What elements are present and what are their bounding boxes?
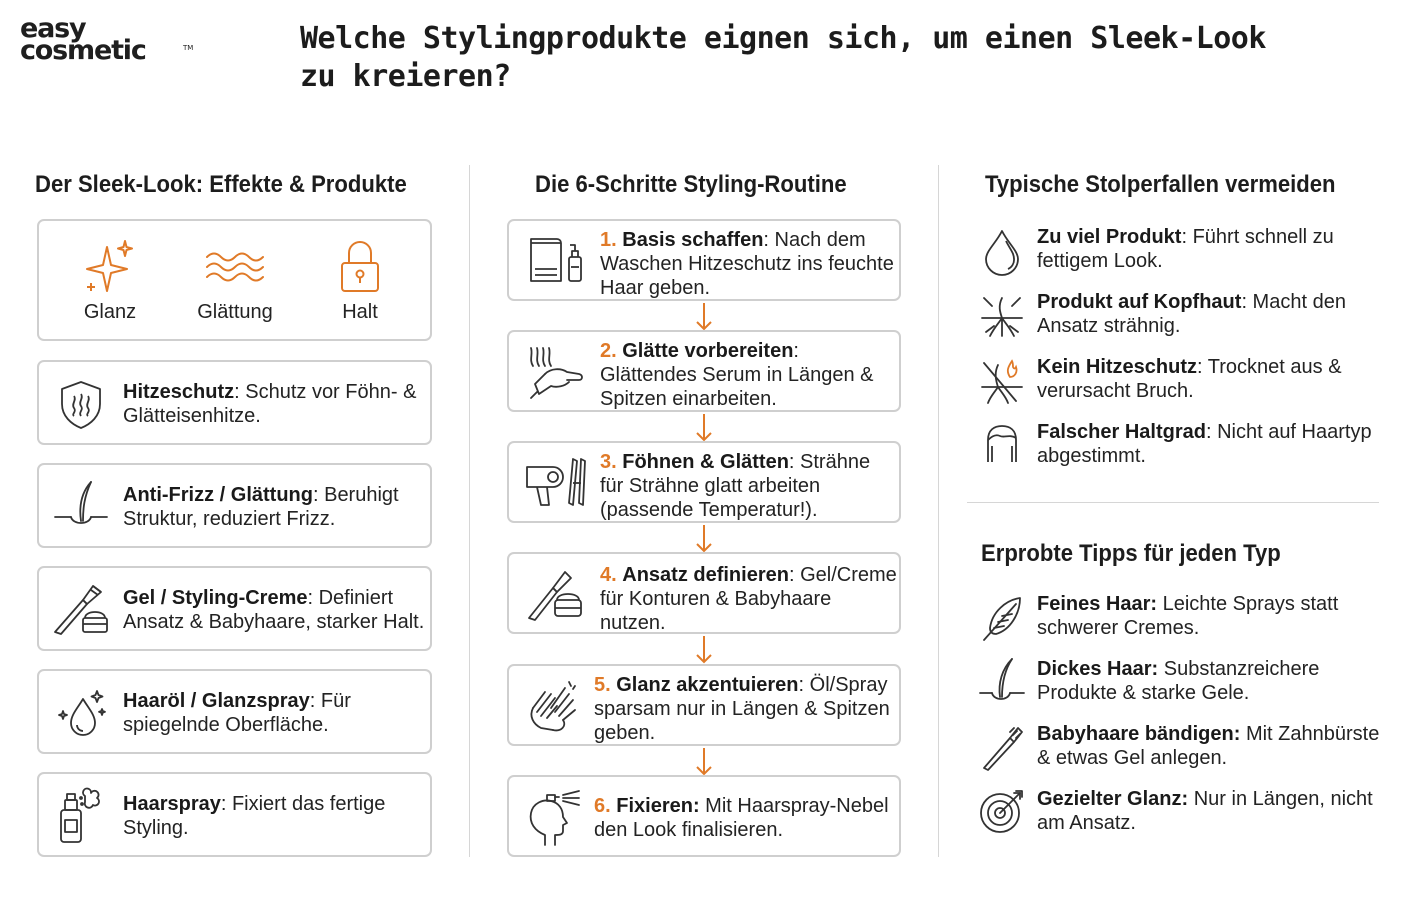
col3-heading-tips: Erprobte Tipps für jeden Typ — [981, 540, 1281, 567]
pitfall-title: Kein Hitzeschutz — [1037, 356, 1198, 378]
pitfall-text — [1037, 290, 1387, 338]
arrow-down-icon — [695, 635, 713, 665]
effect-glanz — [50, 221, 170, 324]
col2-heading: Die 6-Schritte Styling-Routine — [535, 171, 847, 198]
product-text — [123, 483, 423, 531]
column-divider-2 — [938, 165, 939, 857]
tip-text — [1037, 787, 1387, 835]
step-desc: Mit Haarspray-Nebel den Look finalisieren. — [594, 795, 889, 841]
step-text — [600, 563, 898, 635]
tip-text — [1037, 722, 1387, 770]
product-card — [37, 669, 432, 754]
step-title: Föhnen & Glätten — [622, 451, 789, 473]
arrow-down-icon — [695, 747, 713, 777]
lock-icon — [338, 239, 382, 295]
product-card — [37, 463, 432, 548]
spray-can-icon — [57, 788, 107, 844]
step-text — [600, 450, 898, 522]
product-text — [123, 689, 423, 737]
col1-heading: Der Sleek-Look: Effekte & Produkte — [35, 171, 407, 198]
pitfall-desc: : Nicht auf Haartyp abgestimmt. — [1037, 421, 1372, 467]
step-number: 2. — [600, 340, 617, 362]
hand-serum-icon — [527, 344, 587, 400]
tip-desc: Mit Zahnbürste & etwas Gel anlegen. — [1037, 723, 1380, 769]
feather-icon — [980, 594, 1024, 642]
scalp-icon — [980, 292, 1024, 340]
brand-line-2: cosmetic — [20, 35, 146, 66]
step-desc: : Strähne für Strähne glatt arbeiten (passende Temperatur!). — [600, 451, 871, 521]
tip-title: Feines Haar: — [1037, 593, 1158, 615]
step-desc: : Gel/Creme für Konturen & Babyhaare nutzen. — [600, 564, 897, 634]
step-text — [594, 673, 896, 745]
col3-heading-pitfalls: Typische Stolperfallen vermeiden — [985, 171, 1336, 198]
arrow-down-icon — [695, 413, 713, 443]
effects-card — [37, 219, 432, 341]
step-desc: : Öl/Spray sparsam nur in Längen & Spitzen geben. — [594, 674, 890, 744]
pitfall-desc: : Führt schnell zu fettigem Look. — [1037, 226, 1334, 272]
pitfall-text — [1037, 355, 1387, 403]
product-name: Anti-Frizz / Glättung — [123, 484, 313, 506]
step-card — [507, 552, 901, 634]
pitfall-title: Zu viel Produkt — [1037, 226, 1182, 248]
step-title: Glätte vorbereiten — [622, 340, 794, 362]
step-number: 5. — [594, 674, 611, 696]
step-card — [507, 219, 901, 301]
product-desc: : Beruhigt Struktur, reduziert Frizz. — [123, 484, 399, 530]
oil-drop-icon — [57, 687, 107, 739]
product-name: Haaröl / Glanzspray — [123, 690, 310, 712]
product-desc: : Definiert Ansatz & Babyhaare, starker Halt. — [123, 587, 425, 633]
waves-icon — [205, 239, 265, 295]
tip-desc: Substanzreichere Produkte & starke Gele. — [1037, 658, 1320, 704]
column-divider-1 — [469, 165, 470, 857]
step-text — [594, 794, 896, 842]
product-card — [37, 360, 432, 445]
step-card — [507, 664, 901, 746]
hairdryer-straightener-icon — [523, 455, 589, 511]
effect-label: Halt — [342, 301, 378, 323]
product-text — [123, 586, 428, 634]
step-title: Fixieren: — [616, 795, 700, 817]
step-title: Ansatz definieren — [622, 564, 789, 586]
tip-desc: Nur in Längen, nicht am Ansatz. — [1037, 788, 1373, 834]
brand-logo — [20, 13, 194, 68]
step-card — [507, 775, 901, 857]
step-number: 3. — [600, 451, 617, 473]
pitfall-title: Falscher Haltgrad — [1037, 421, 1206, 443]
product-card — [37, 772, 432, 857]
brush-jar-icon — [53, 582, 111, 636]
product-name: Gel / Styling-Creme — [123, 587, 308, 609]
pitfall-desc: : Trocknet aus & verursacht Bruch. — [1037, 356, 1342, 402]
effect-glaettung — [175, 221, 295, 324]
arrow-down-icon — [695, 302, 713, 332]
pitfall-text — [1037, 225, 1387, 273]
step-title: Glanz akzentuieren — [616, 674, 799, 696]
no-heat-icon — [980, 357, 1024, 405]
product-name: Hitzeschutz — [123, 381, 235, 403]
step-number: 4. — [600, 564, 617, 586]
page-title: Welche Stylingprodukte eignen sich, um einen Sleek-Look zu kreieren? — [300, 21, 1266, 94]
pitfall-desc: : Macht den Ansatz strähnig. — [1037, 291, 1346, 337]
step-number: 1. — [600, 229, 617, 251]
brand-tm: TM — [183, 44, 194, 52]
step-text — [600, 228, 895, 300]
tip-desc: Leichte Sprays statt schwerer Cremes. — [1037, 593, 1339, 639]
step-card — [507, 330, 901, 412]
sparkle-icon — [83, 239, 137, 295]
product-card — [37, 566, 432, 651]
towel-bottle-icon — [527, 235, 587, 287]
arrow-down-icon — [695, 524, 713, 554]
pitfall-title: Produkt auf Kopfhaut — [1037, 291, 1242, 313]
target-icon — [978, 787, 1026, 837]
step-card — [507, 441, 901, 523]
effect-label: Glättung — [197, 301, 273, 323]
pitfall-text — [1037, 420, 1387, 468]
tip-text — [1037, 657, 1387, 705]
step-number: 6. — [594, 795, 611, 817]
step-text — [600, 339, 898, 411]
drop-icon — [982, 227, 1022, 275]
brand-line-1: easy — [20, 13, 86, 44]
shield-icon — [59, 380, 103, 430]
step-desc: : Glättendes Serum in Längen & Spitzen einarbeiten. — [600, 340, 874, 410]
brush-jar-icon — [525, 566, 585, 622]
product-desc: : Schutz vor Föhn- & Glätteisenhitze. — [123, 381, 417, 427]
hair-strand-icon — [978, 657, 1026, 707]
tip-text — [1037, 592, 1387, 640]
hair-type-icon — [982, 422, 1022, 468]
product-desc: : Fixiert das fertige Styling. — [123, 793, 386, 839]
tip-title: Dickes Haar: — [1037, 658, 1159, 680]
product-text — [123, 792, 423, 840]
product-text — [123, 380, 423, 428]
section-divider — [967, 502, 1379, 503]
toothbrush-icon — [980, 722, 1024, 772]
step-desc: : Nach dem Waschen Hitzeschutz ins feuchte Haar geben. — [600, 229, 894, 299]
spray-head-icon — [525, 789, 581, 847]
hair-strand-icon — [53, 479, 109, 531]
hands-icon — [525, 678, 581, 734]
effect-label: Glanz — [83, 301, 137, 323]
step-title: Basis schaffen — [622, 229, 764, 251]
effect-halt — [300, 221, 420, 324]
tip-title: Babyhaare bändigen: — [1037, 723, 1241, 745]
tip-title: Gezielter Glanz: — [1037, 788, 1189, 810]
product-name: Haarspray — [123, 793, 221, 815]
product-desc: : Für spiegelnde Oberfläche. — [123, 690, 351, 736]
